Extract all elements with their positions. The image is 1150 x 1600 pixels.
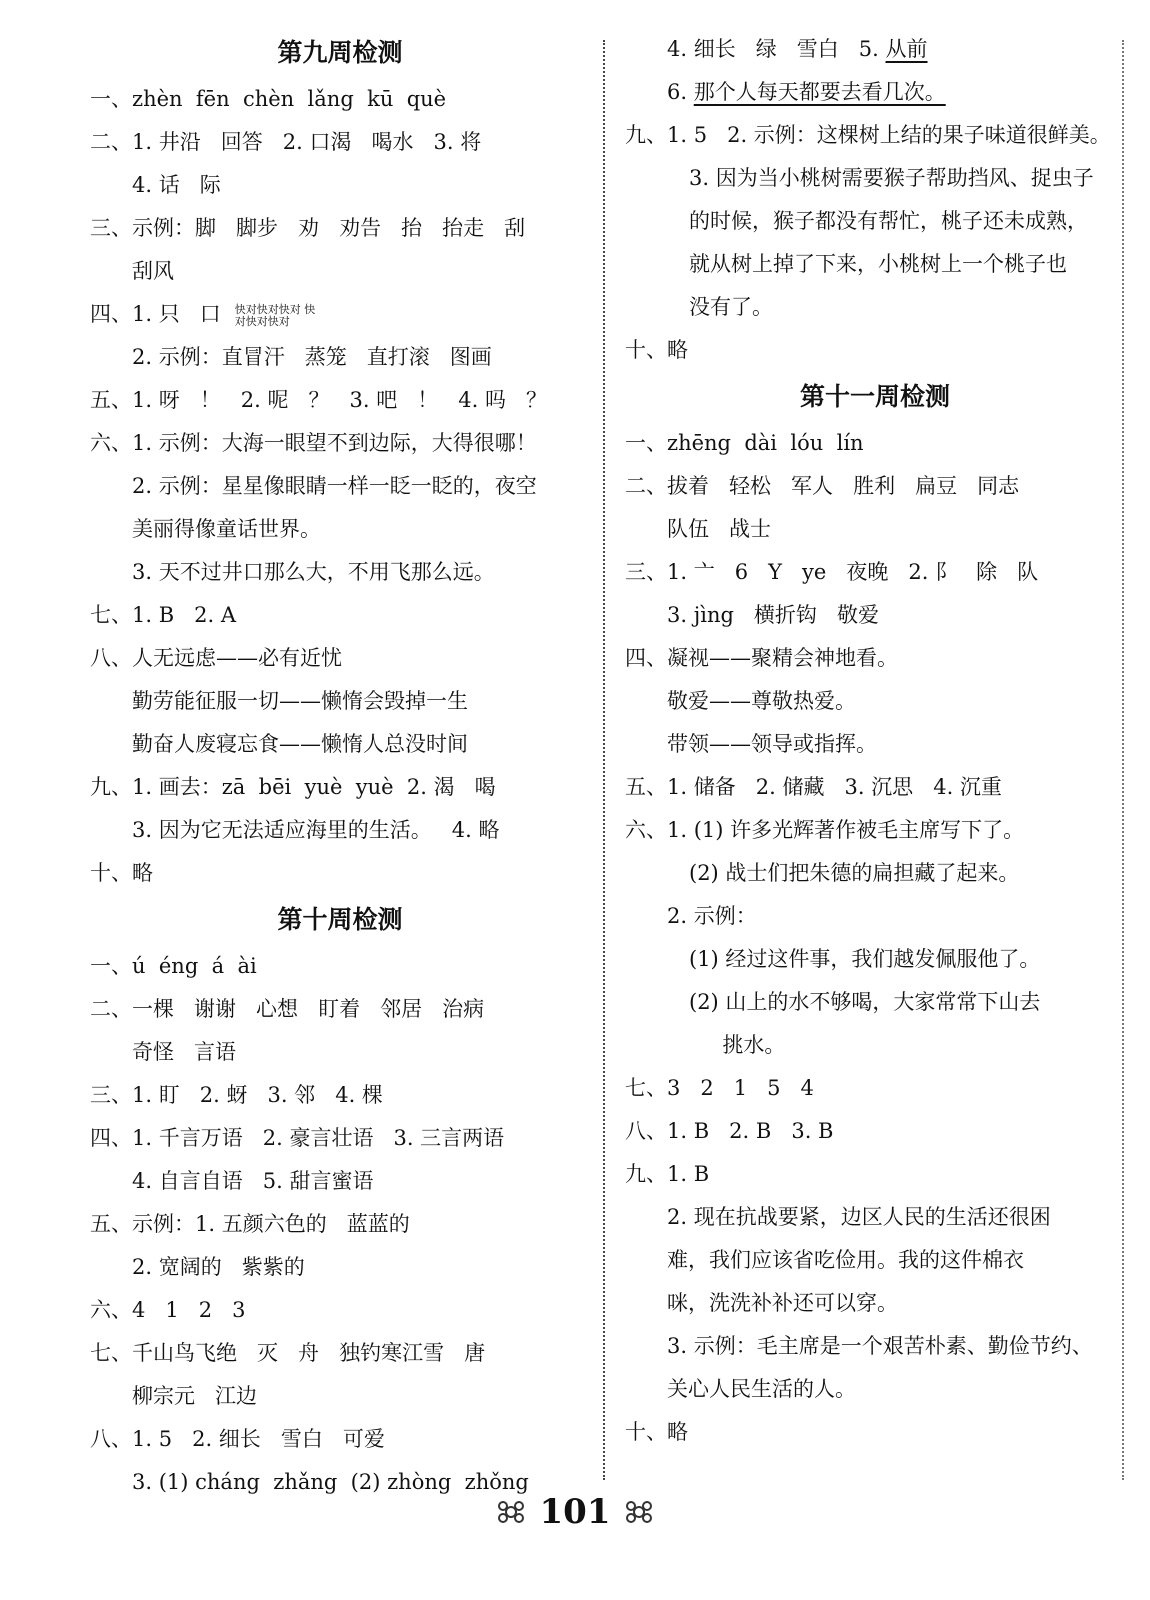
answer-line <box>90 637 590 680</box>
section-heading: 第九周检测 <box>277 38 403 67</box>
answer-line <box>625 1368 1125 1411</box>
answer-text: 挑水。 <box>689 1033 786 1057</box>
answer-text: 八、1. 5 2. 细长 雪白 可爱 <box>90 1427 385 1451</box>
edge-rule <box>1122 40 1124 1480</box>
answer-text: 四、1. 只 口 <box>90 302 221 326</box>
answer-line <box>625 422 1125 465</box>
answer-text: 一、ú éng á ài <box>90 954 257 978</box>
answer-text: 一、zhēng dài lóu lín <box>625 431 864 455</box>
answer-text: 四、凝视——聚精会神地看。 <box>625 646 898 670</box>
answer-line <box>625 594 1125 637</box>
answer-line <box>90 379 590 422</box>
answer-text: 美丽得像童话世界。 <box>132 517 321 541</box>
answer-line <box>625 1067 1125 1110</box>
answer-text: 3. jìng 横折钩 敬爱 <box>667 603 879 627</box>
answer-line <box>625 723 1125 766</box>
answer-text: 三、1. 亠 6 Y ye 夜晚 2. 阝 除 队 <box>625 560 1039 584</box>
answer-text: 奇怪 言语 <box>132 1040 237 1064</box>
answer-line <box>625 200 1125 243</box>
answer-text: 2. 示例：星星像眼睛一样一眨一眨的，夜空 <box>132 474 537 498</box>
answer-line <box>625 329 1125 372</box>
answer-line <box>625 1239 1125 1282</box>
answer-text: 没有了。 <box>689 295 773 319</box>
answer-line <box>90 293 590 336</box>
answer-line <box>625 852 1125 895</box>
answer-line <box>90 465 590 508</box>
answer-text: 一、zhèn fēn chèn lǎng kū què <box>90 87 447 111</box>
answer-text: 八、1. B 2. B 3. B <box>625 1119 834 1143</box>
answer-line <box>90 1375 590 1418</box>
answer-text: 五、1. 储备 2. 储藏 3. 沉思 4. 沉重 <box>625 775 1002 799</box>
answer-line <box>90 164 590 207</box>
answer-text: 六、4 1 2 3 <box>90 1298 246 1322</box>
answer-line <box>90 809 590 852</box>
answer-line <box>90 250 590 293</box>
answer-text: 3. 示例：毛主席是一个艰苦朴素、勤俭节约、 <box>667 1334 1093 1358</box>
answer-text: 4. 话 际 <box>132 173 221 197</box>
answer-line <box>90 1074 590 1117</box>
answer-text: 咪，洗洗补补还可以穿。 <box>667 1291 898 1315</box>
answer-text: 十、略 <box>625 1420 688 1444</box>
answer-text: 3. 因为当小桃树需要猴子帮助挡风、捉虫子 <box>689 166 1094 190</box>
answer-text: 敬爱——尊敬热爱。 <box>667 689 856 713</box>
underlined-answer: 那个人每天都要去看几次。 <box>693 80 946 104</box>
answer-text: 4. 自言自语 5. 甜言蜜语 <box>132 1169 374 1193</box>
answer-line <box>90 852 590 895</box>
answer-text: 3. (1) cháng zhǎng (2) zhòng zhǒng <box>132 1470 529 1494</box>
answer-line <box>90 680 590 723</box>
answer-line <box>625 1153 1125 1196</box>
answer-text: 五、1. 呀 ！ 2. 呢 ？ 3. 吧 ！ 4. 吗 ？ <box>90 388 548 412</box>
answer-line <box>625 286 1125 329</box>
answer-text: 九、1. 5 2. 示例：这棵树上结的果子味道很鲜美。 <box>625 123 1111 147</box>
answer-text: (2) 山上的水不够喝，大家常常下山去 <box>689 990 1041 1014</box>
answer-text: 6. <box>667 80 694 104</box>
answer-line <box>90 1246 590 1289</box>
answer-line <box>625 1110 1125 1153</box>
answer-line <box>90 422 590 465</box>
answer-line <box>90 723 590 766</box>
answer-line <box>90 766 590 809</box>
answer-text: 难，我们应该省吃俭用。我的这件棉衣 <box>667 1248 1024 1272</box>
small-print: 快对快对快对 快对快对快对 <box>234 302 316 328</box>
answer-line <box>90 121 590 164</box>
flower-ornament-icon <box>622 1497 656 1527</box>
answer-text: 三、1. 盯 2. 蚜 3. 邻 4. 棵 <box>90 1083 383 1107</box>
answer-text: 十、略 <box>625 338 688 362</box>
answer-text: 3. 因为它无法适应海里的生活。 4. 略 <box>132 818 500 842</box>
answer-line <box>90 945 590 988</box>
answer-text: 2. 示例： <box>667 904 757 928</box>
answer-line <box>90 1031 590 1074</box>
answer-text: 十、略 <box>90 861 153 885</box>
answer-text: 二、拔着 轻松 军人 胜利 扁豆 同志 <box>625 474 1020 498</box>
answer-text: 七、1. B 2. A <box>90 603 237 627</box>
flower-ornament-icon <box>494 1497 528 1527</box>
answer-text: 2. 现在抗战要紧，边区人民的生活还很困 <box>667 1205 1051 1229</box>
answer-text: 勤劳能征服一切——懒惰会毁掉一生 <box>132 689 468 713</box>
answer-text: 八、人无远虑——必有近忧 <box>90 646 342 670</box>
page-footer <box>0 1482 1150 1542</box>
answer-text: 九、1. 画去：zā bēi yuè yuè 2. 渴 喝 <box>90 775 496 799</box>
section-heading: 第十一周检测 <box>799 382 950 411</box>
answer-line <box>625 1282 1125 1325</box>
answer-text: 九、1. B <box>625 1162 710 1186</box>
answer-line <box>90 508 590 551</box>
answer-text: 2. 示例：直冒汗 蒸笼 直打滚 图画 <box>132 345 492 369</box>
answer-line <box>90 594 590 637</box>
answer-line <box>625 680 1125 723</box>
underlined-answer: 从前 <box>885 37 928 61</box>
answer-text: 关心人民生活的人。 <box>667 1377 856 1401</box>
answer-text: (2) 战士们把朱德的扁担藏了起来。 <box>689 861 1020 885</box>
column-divider <box>603 40 605 1480</box>
answer-line <box>90 1418 590 1461</box>
answer-line <box>90 1117 590 1160</box>
answer-line <box>625 1196 1125 1239</box>
right-column <box>625 28 1125 1454</box>
answer-text: 2. 宽阔的 紫紫的 <box>132 1255 305 1279</box>
answer-text: 柳宗元 江边 <box>132 1384 258 1408</box>
answer-line <box>625 157 1125 200</box>
answer-text: 带领——领导或指挥。 <box>667 732 877 756</box>
answer-text: 的时候，猴子都没有帮忙，桃子还未成熟， <box>689 209 1088 233</box>
left-column <box>90 28 590 1504</box>
answer-text: 四、1. 千言万语 2. 豪言壮语 3. 三言两语 <box>90 1126 505 1150</box>
answer-line <box>625 1325 1125 1368</box>
answer-line <box>90 1203 590 1246</box>
answer-line <box>90 1332 590 1375</box>
answer-text: 六、1. (1) 许多光辉著作被毛主席写下了。 <box>625 818 1025 842</box>
answer-text: 队伍 战士 <box>667 517 772 541</box>
answer-line <box>90 988 590 1031</box>
answer-text: 就从树上掉了下来，小桃树上一个桃子也 <box>689 252 1067 276</box>
answer-line <box>625 465 1125 508</box>
answer-text: 3. 天不过井口那么大，不用飞那么远。 <box>132 560 495 584</box>
answer-line <box>90 1160 590 1203</box>
answer-text: 七、3 2 1 5 4 <box>625 1076 814 1100</box>
answer-line <box>625 637 1125 680</box>
answer-line <box>625 938 1125 981</box>
answer-line <box>625 981 1125 1024</box>
answer-text: 三、示例：脚 脚步 劝 劝告 抬 抬走 刮 <box>90 216 526 240</box>
answer-line <box>90 78 590 121</box>
answer-line <box>625 243 1125 286</box>
answer-line <box>625 114 1125 157</box>
section-heading: 第十周检测 <box>277 905 403 934</box>
answer-line <box>625 71 1125 114</box>
answer-text: 刮风 <box>132 259 174 283</box>
answer-line <box>625 1024 1125 1067</box>
answer-line <box>625 895 1125 938</box>
answer-line <box>625 28 1125 71</box>
answer-text: 4. 细长 绿 雪白 5. <box>667 37 886 61</box>
answer-line <box>90 1289 590 1332</box>
answer-line <box>625 809 1125 852</box>
answer-text: 二、一棵 谢谢 心想 盯着 邻居 治病 <box>90 997 485 1021</box>
answer-line <box>90 336 590 379</box>
answer-text: 二、1. 井沿 回答 2. 口渴 喝水 3. 将 <box>90 130 482 154</box>
answer-text: 六、1. 示例：大海一眼望不到边际，大得很哪！ <box>90 431 537 455</box>
answer-line <box>625 766 1125 809</box>
answer-text: 七、千山鸟飞绝 灭 舟 独钓寒江雪 唐 <box>90 1341 486 1365</box>
answer-line <box>90 551 590 594</box>
answer-line <box>625 1411 1125 1454</box>
answer-text: (1) 经过这件事，我们越发佩服他了。 <box>689 947 1041 971</box>
page-number: 101 <box>539 1492 611 1532</box>
answer-line <box>625 508 1125 551</box>
answer-line <box>90 207 590 250</box>
answer-text: 勤奋人废寝忘食——懒惰人总没时间 <box>132 732 468 756</box>
answer-line <box>625 551 1125 594</box>
answer-text: 五、示例：1. 五颜六色的 蓝蓝的 <box>90 1212 410 1236</box>
